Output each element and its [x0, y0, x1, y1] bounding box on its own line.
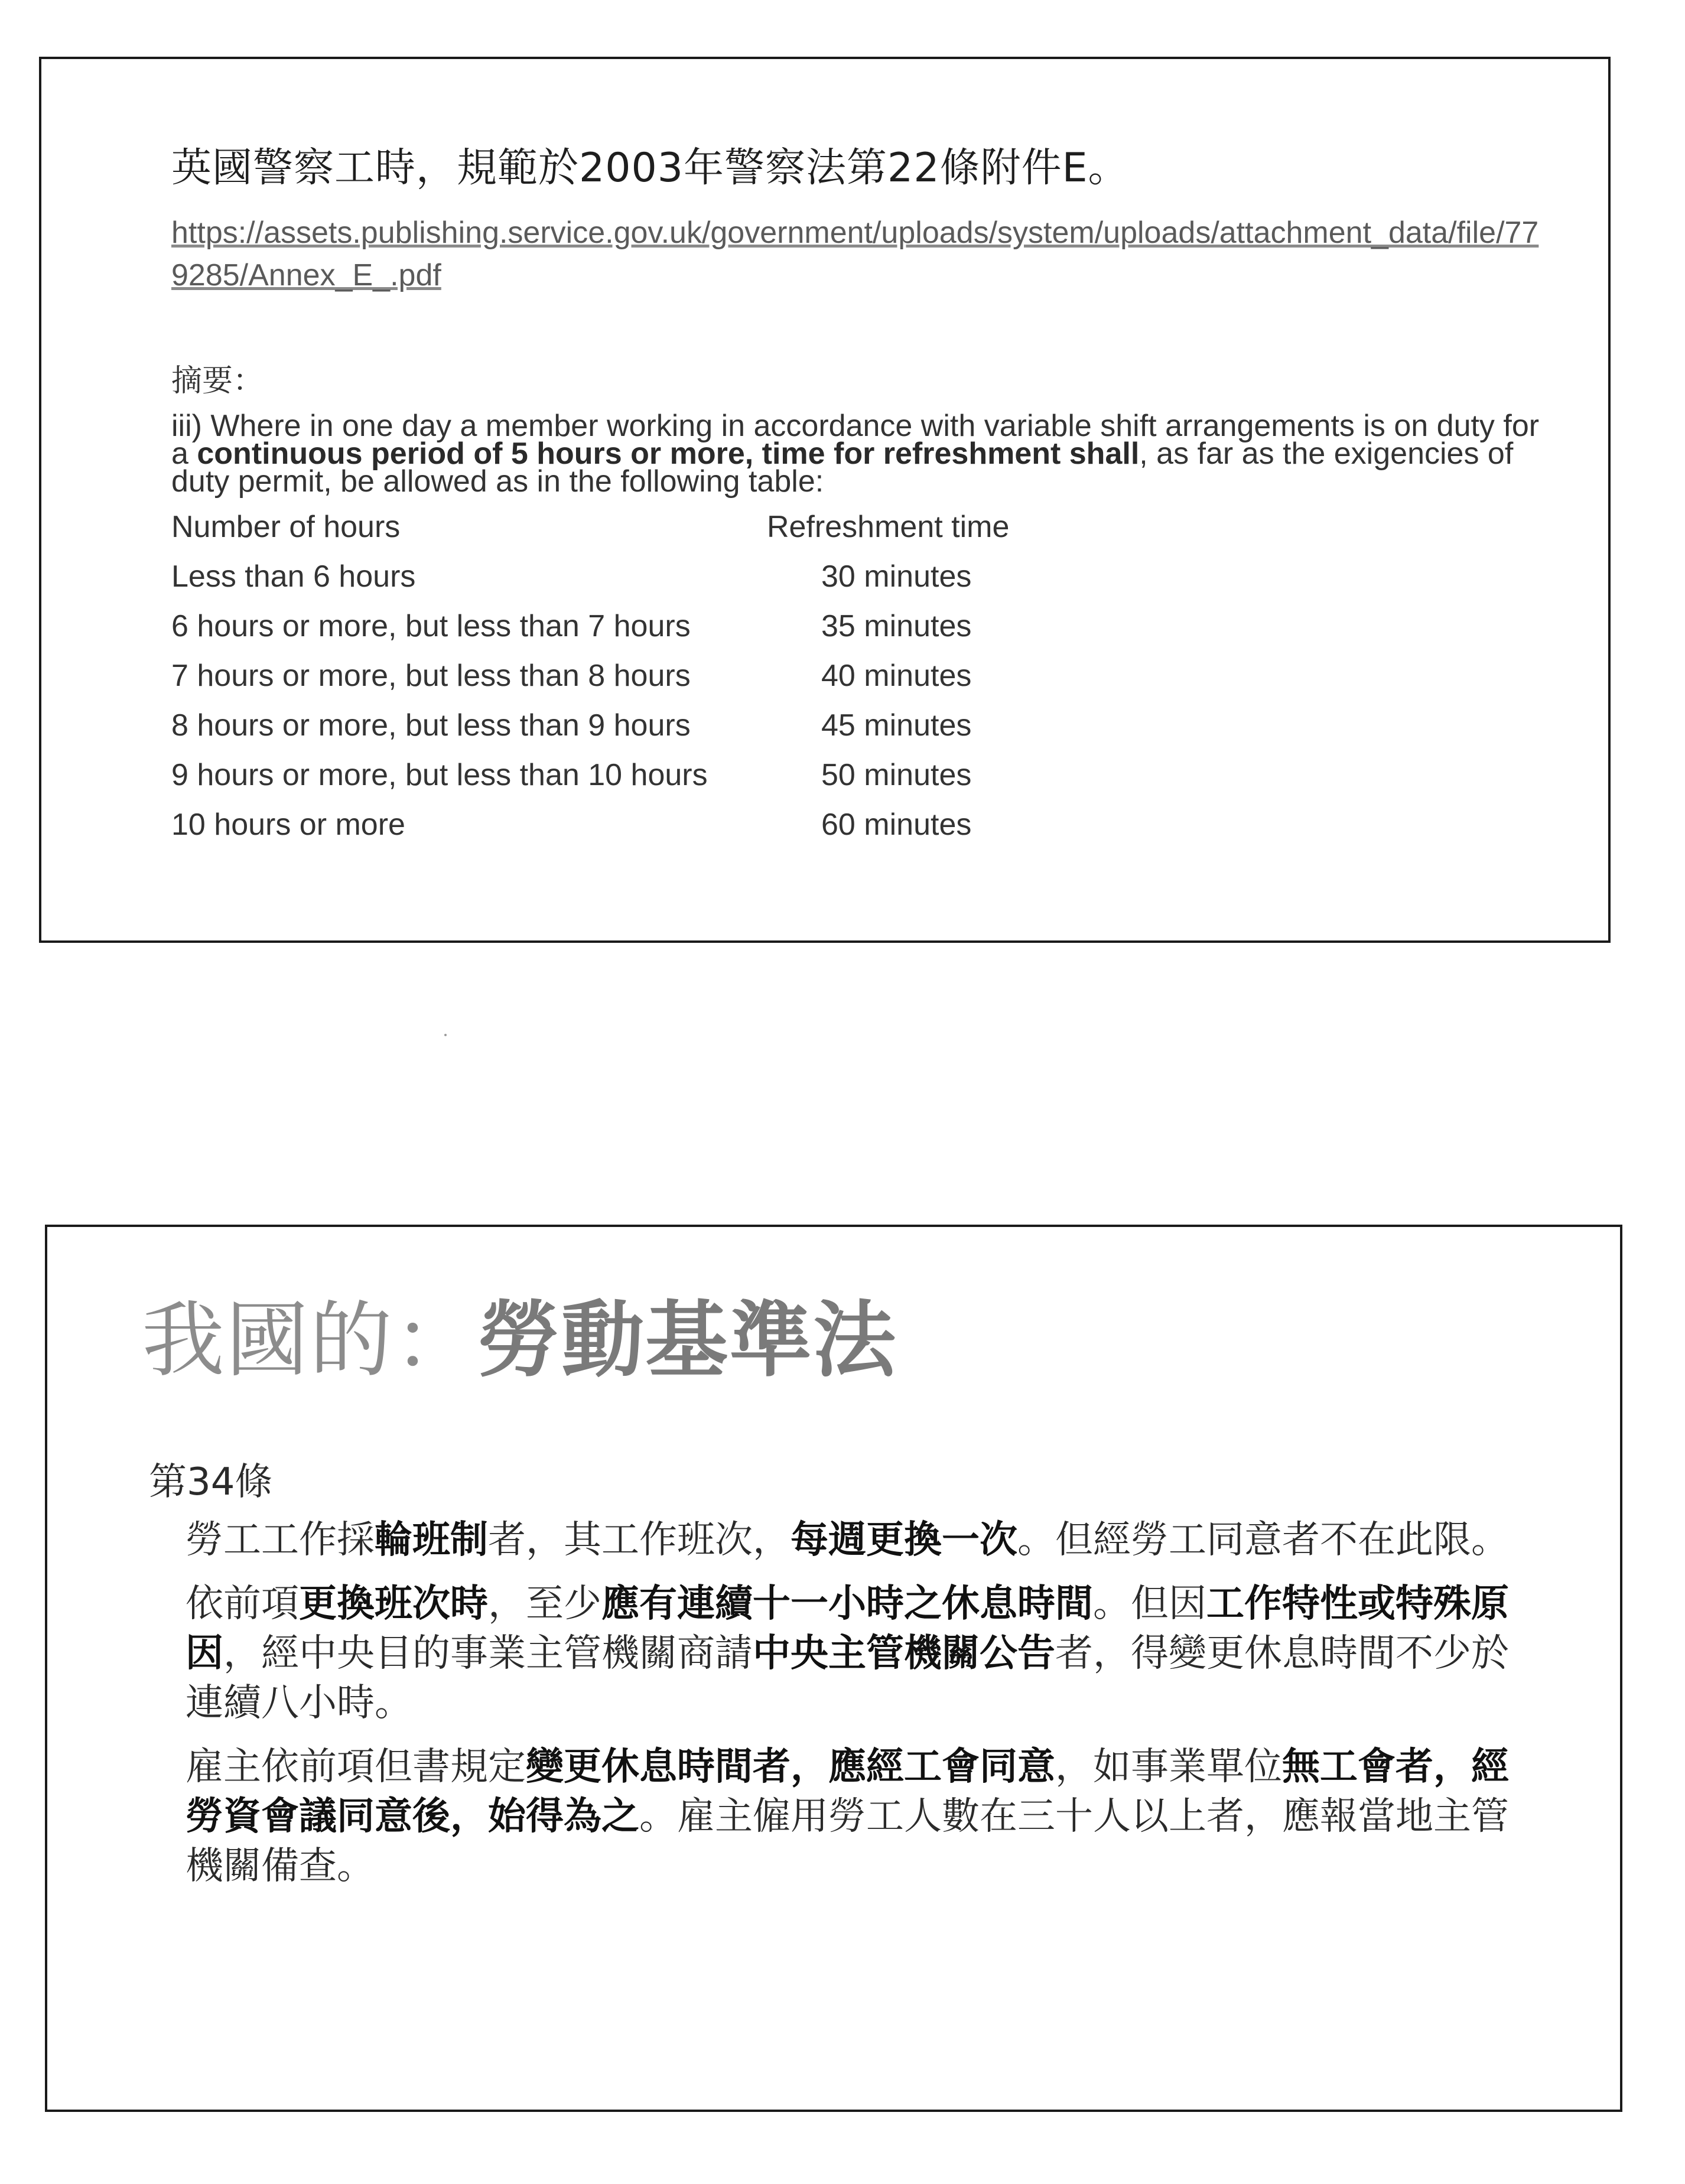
hours-cell: 6 hours or more, but less than 7 hours	[171, 609, 691, 643]
text: 勞工工作採	[186, 1518, 375, 1562]
text: 者，其工作班次，	[488, 1518, 791, 1562]
article-paragraph-2	[186, 1579, 1521, 1728]
text: ，至少	[488, 1582, 601, 1626]
column-header-hours: Number of hours	[171, 510, 401, 544]
refreshment-cell: 45 minutes	[821, 708, 972, 743]
emphasis: 每週更換一次	[791, 1518, 1017, 1562]
hours-cell: 9 hours or more, but less than 10 hours	[171, 758, 708, 792]
table-row	[171, 658, 1176, 708]
regulation-paragraph	[171, 409, 1560, 499]
emphasis: 輪班制	[375, 1518, 488, 1562]
paragraph-text: iii) Where in one day a member working in accordance with variable shift arrangements is on duty for a	[171, 409, 1540, 471]
text: 。但因	[1093, 1582, 1206, 1626]
hours-cell: 7 hours or more, but less than 8 hours	[171, 659, 691, 693]
paragraph-text: , as far as the exigencies of duty permit, be allowed as in the following table:	[171, 437, 1514, 499]
slide-title	[142, 1274, 897, 1393]
text: ，經中央目的事業主管機關商請	[223, 1632, 753, 1675]
refreshment-cell: 40 minutes	[821, 659, 972, 693]
text: 。雇主僱用勞工人數在三十人以上者，應報當地主管機關備查。	[186, 1795, 1509, 1888]
text: 雇主依前項但書規定	[186, 1745, 526, 1789]
table-row	[171, 757, 1176, 807]
source-link[interactable]: https://assets.publishing.service.gov.uk/government/uploads/system/uploads/attachment_data/file/779285/Annex_E_.pdf	[171, 216, 1539, 292]
refreshment-cell: 50 minutes	[821, 758, 972, 792]
text: 者，得變更休息時間不少於連續八小時。	[186, 1632, 1509, 1725]
emphasis: 更換班次時	[299, 1582, 488, 1626]
text: 。但經勞工同意者不在此限。	[1017, 1518, 1509, 1562]
title-prefix: 我國的：	[142, 1293, 478, 1389]
paragraph-emphasis: continuous period of 5 hours or more, time for refreshment shall	[197, 437, 1140, 471]
emphasis: 工作特性或特殊原因	[186, 1582, 1509, 1675]
emphasis: 應有連續十一小時之休息時間	[601, 1582, 1093, 1626]
text: ，如事業單位	[1055, 1745, 1282, 1789]
refreshment-cell: 35 minutes	[821, 609, 972, 643]
article-body	[186, 1515, 1521, 1905]
table-row	[171, 807, 1176, 857]
uk-police-slide	[39, 57, 1611, 943]
table-row	[171, 708, 1176, 757]
refreshment-table	[171, 509, 1176, 857]
title-law-name: 勞動基準法	[477, 1293, 897, 1389]
emphasis: 中央主管機關公告	[753, 1632, 1055, 1675]
emphasis: 無工會者，經勞資會議同意後，始得為之	[186, 1745, 1509, 1838]
article-number: 第34條	[149, 1460, 273, 1504]
hours-cell: 8 hours or more, but less than 9 hours	[171, 708, 691, 743]
article-paragraph-1	[186, 1515, 1521, 1565]
text: 依前項	[186, 1582, 299, 1626]
refreshment-cell: 60 minutes	[821, 808, 972, 842]
table-row	[171, 608, 1176, 658]
table-row	[171, 559, 1176, 608]
emphasis: 變更休息時間者，應經工會同意	[526, 1745, 1055, 1789]
table-header-row	[171, 509, 1176, 559]
article-paragraph-3	[186, 1742, 1521, 1891]
hours-cell: Less than 6 hours	[171, 559, 416, 594]
refreshment-cell: 30 minutes	[821, 559, 972, 594]
column-header-refreshment: Refreshment time	[767, 510, 1010, 544]
hours-cell: 10 hours or more	[171, 808, 405, 842]
slide-title: 英國警察工時，規範於2003年警察法第22條附件E。	[171, 145, 1129, 191]
labor-standards-slide	[45, 1225, 1622, 2112]
scan-speck	[444, 1034, 447, 1036]
summary-label: 摘要：	[171, 363, 264, 399]
